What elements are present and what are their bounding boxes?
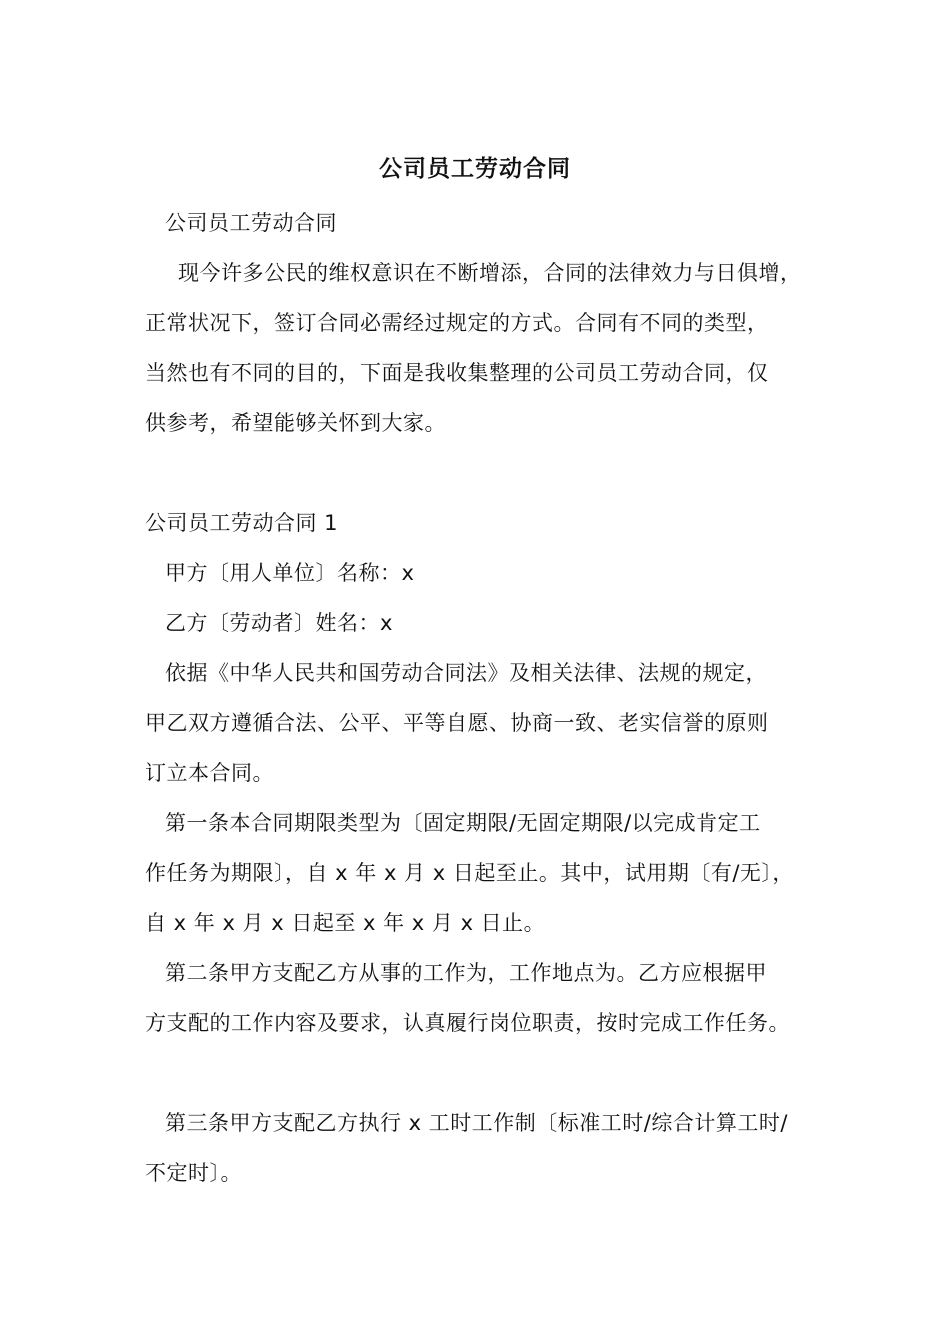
article-2-line-1: 第二条甲方支配乙方从事的工作为，工作地点为。乙方应根据甲 <box>165 961 767 985</box>
section-heading: 公司员工劳动合同 1 <box>145 511 339 535</box>
basis-line-1: 依据《中华人民共和国劳动合同法》及相关法律、法规的规定， <box>165 661 767 685</box>
article-1-line-1: 第一条本合同期限类型为〔固定期限/无固定期限/以完成肯定工 <box>165 811 761 835</box>
intro-line-3: 当然也有不同的目的，下面是我收集整理的公司员工劳动合同，仅 <box>145 361 769 385</box>
intro-line-4: 供参考，希望能够关怀到大家。 <box>145 411 446 435</box>
article-1-line-2: 作任务为期限〕，自 x 年 x 月 x 日起至止。其中，试用期〔有/无〕， <box>145 861 794 885</box>
basis-line-2: 甲乙双方遵循合法、公平、平等自愿、协商一致、老实信誉的原则 <box>145 711 769 735</box>
subtitle-line: 公司员工劳动合同 <box>165 211 337 235</box>
party-b-line: 乙方〔劳动者〕姓名：x <box>165 611 393 635</box>
article-3-line-2: 不定时〕。 <box>145 1161 242 1185</box>
party-a-line: 甲方〔用人单位〕名称：x <box>165 561 415 585</box>
article-2-line-2: 方支配的工作内容及要求，认真履行岗位职责，按时完成工作任务。 <box>145 1011 790 1035</box>
article-3-line-1: 第三条甲方支配乙方执行 x 工时工作制〔标准工时/综合计算工时/ <box>165 1111 788 1135</box>
document-title: 公司员工劳动合同 <box>379 156 571 182</box>
intro-line-1: 现今许多公民的维权意识在不断增添，合同的法律效力与日俱增， <box>178 261 802 285</box>
intro-line-2: 正常状况下，签订合同必需经过规定的方式。合同有不同的类型， <box>145 311 769 335</box>
basis-line-3: 订立本合同。 <box>145 761 274 785</box>
article-1-line-3: 自 x 年 x 月 x 日起至 x 年 x 月 x 日止。 <box>145 911 546 935</box>
